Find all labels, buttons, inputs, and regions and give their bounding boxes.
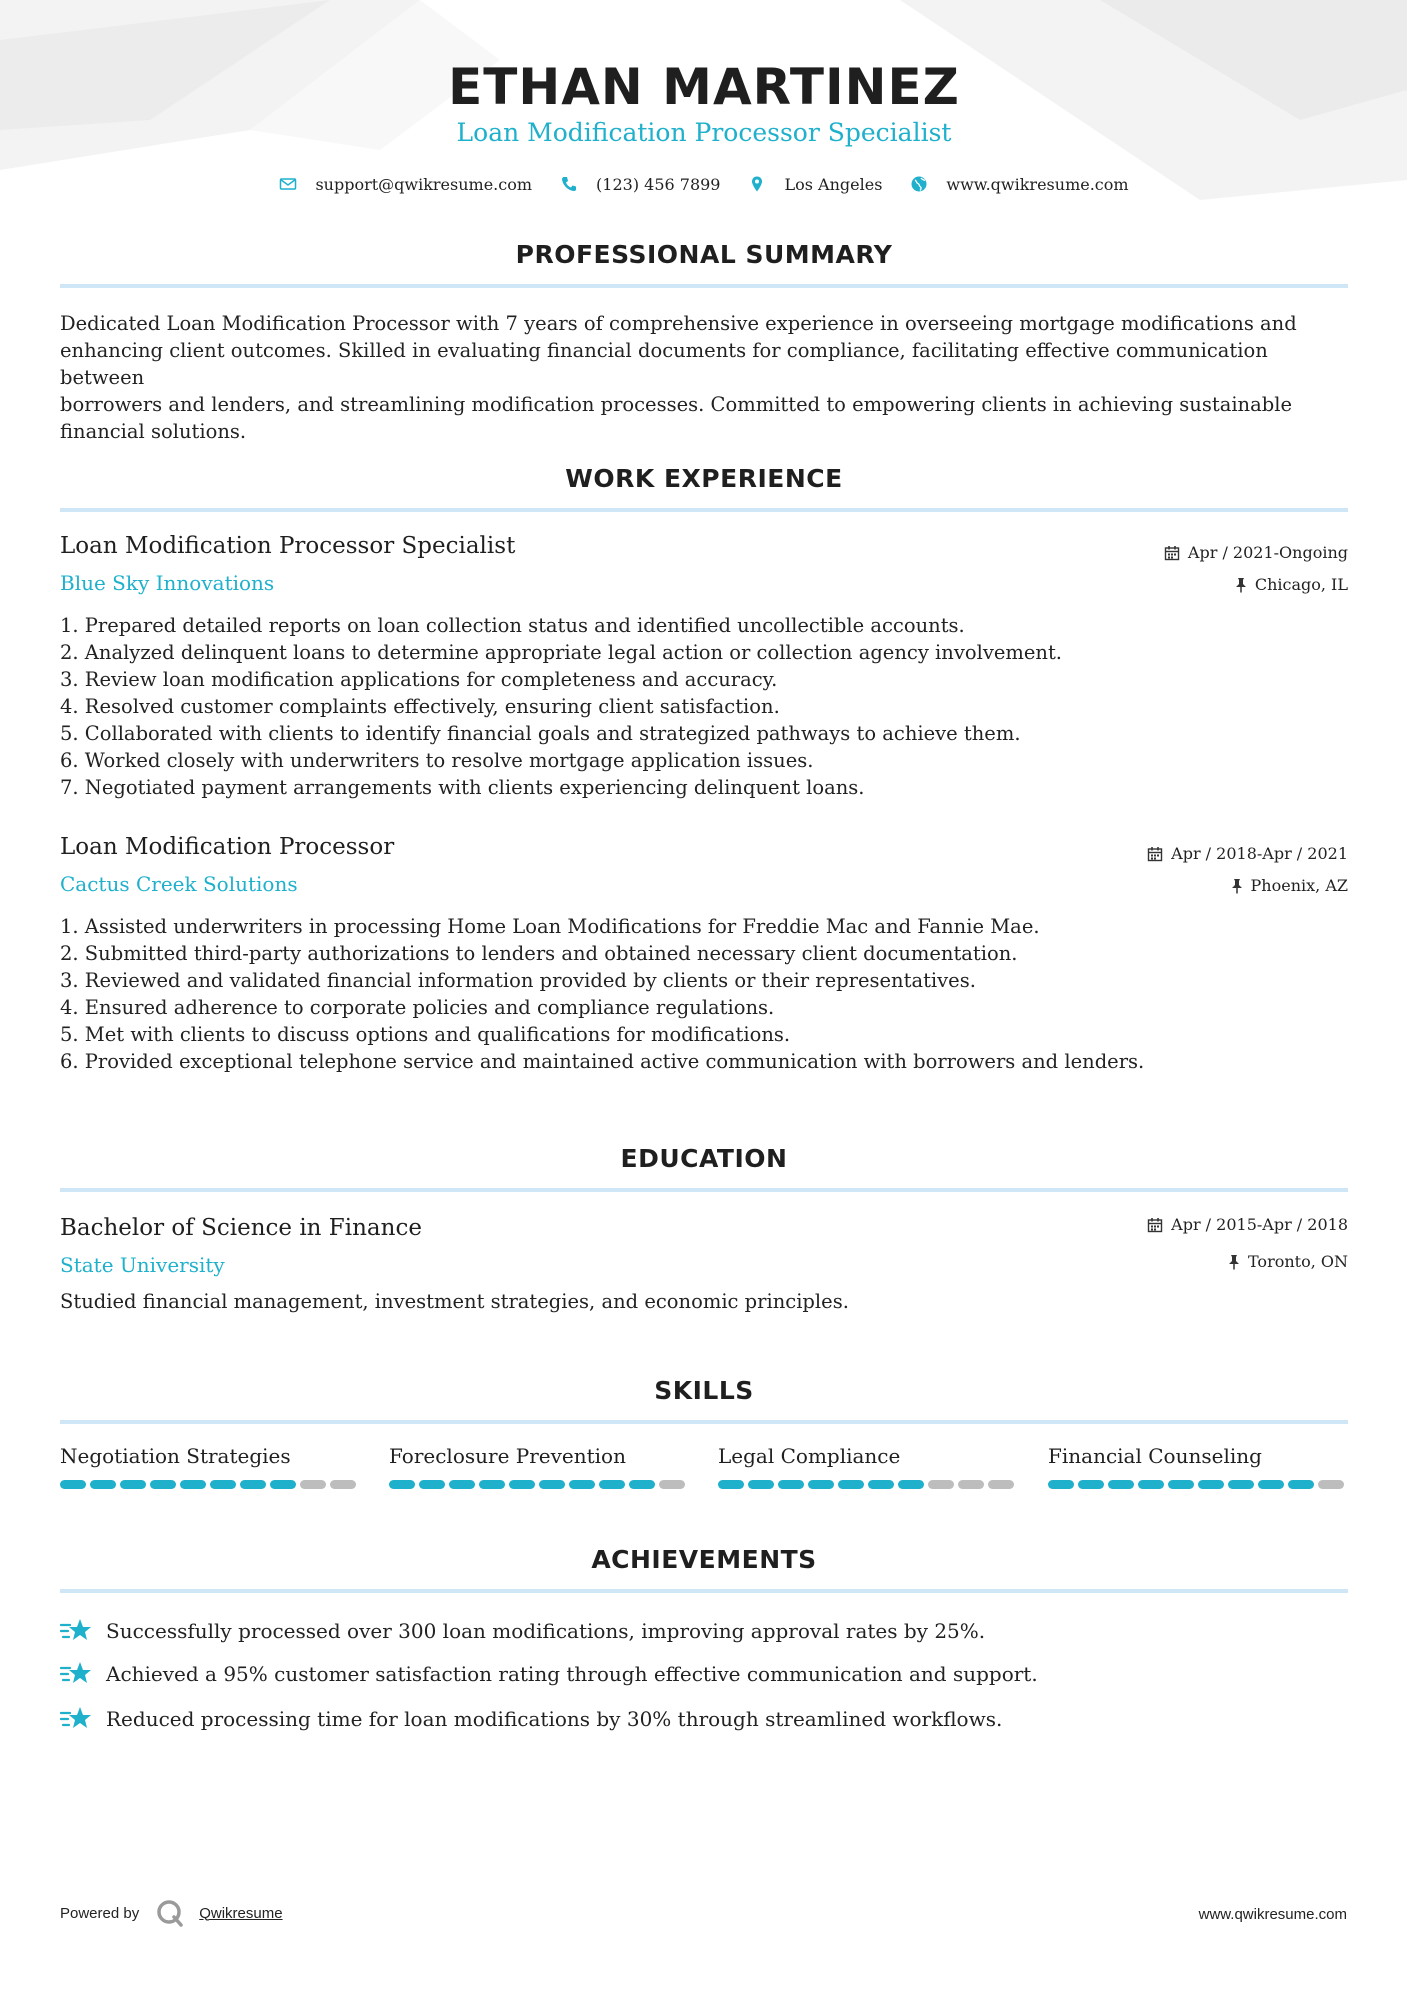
skill-level-segment [1258,1480,1284,1489]
contact-phone-text: (123) 456 7899 [596,174,721,194]
map-pin-icon [748,175,766,193]
job-title: Loan Modification Processor [60,834,395,860]
education-dates [1147,1215,1348,1234]
summary-text [60,310,1348,445]
job-location [1235,575,1348,594]
summary-heading: PROFESSIONAL SUMMARY [515,240,893,269]
skill-level-segment [60,1480,86,1489]
skill-item [389,1444,689,1489]
skill-level-segment [1198,1480,1224,1489]
job-bullets [60,612,1348,801]
skill-level-segment [1228,1480,1254,1489]
job-bullet: 6. Worked closely with underwriters to resolve mortgage application issues. [60,749,814,772]
skill-item [60,1444,360,1489]
summary-divider [60,284,1348,288]
skill-level-segment [808,1480,834,1489]
pushpin-icon [1231,878,1243,894]
skill-level-segment [150,1480,176,1489]
skill-level-segment [599,1480,625,1489]
job-bullet: 4. Ensured adherence to corporate policies and compliance regulations. [60,996,775,1019]
skill-level-segment [1108,1480,1134,1489]
job-bullet: 3. Reviewed and validated financial information provided by clients or their representatives. [60,969,976,992]
contact-email[interactable] [279,175,532,194]
footer-powered-by [60,1898,283,1928]
achievement-text: Successfully processed over 300 loan modifications, improving approval rates by 25%. [106,1619,986,1643]
skill-level-segment [718,1480,744,1489]
job-bullets [60,913,1348,1075]
achievement-item [60,1704,1002,1734]
skill-level-segment [988,1480,1014,1489]
achievement-item [60,1659,1038,1689]
job-bullet: 5. Met with clients to discuss options and qualifications for modifications. [60,1023,791,1046]
summary-line: enhancing client outcomes. Skilled in evaluating financial documents for compliance, facilitating effective communication between [60,339,1268,389]
calendar-icon [1147,1217,1163,1233]
pushpin-icon [1228,1254,1240,1270]
skill-item [718,1444,1018,1489]
job-bullet: 6. Provided exceptional telephone service and maintained active communication with borrowers and lenders. [60,1050,1145,1073]
education-divider [60,1188,1348,1192]
skill-level-segment [958,1480,984,1489]
skill-level-segment [1288,1480,1314,1489]
job-bullet: 2. Analyzed delinquent loans to determine appropriate legal action or collection agency involvement. [60,641,1063,664]
job-bullet: 5. Collaborated with clients to identify financial goals and strategized pathways to achieve them. [60,722,1021,745]
job-bullet: 7. Negotiated payment arrangements with clients experiencing delinquent loans. [60,776,865,799]
contact-phone[interactable] [560,175,720,194]
job-company: Cactus Creek Solutions [60,872,298,896]
powered-by-label: Powered by [60,1904,140,1922]
achievement-text: Achieved a 95% customer satisfaction rating through effective communication and support. [106,1662,1038,1686]
skill-level-segment [569,1480,595,1489]
job-company: Blue Sky Innovations [60,571,275,595]
envelope-icon [279,175,297,193]
experience-heading: WORK EXPERIENCE [565,464,843,493]
star-icon [60,1704,92,1734]
skill-level-segment [1318,1480,1344,1489]
education-school: State University [60,1253,225,1277]
skill-level-segment [180,1480,206,1489]
skill-level-segment [90,1480,116,1489]
skill-level-segment [748,1480,774,1489]
job-bullet: 1. Prepared detailed reports on loan collection status and identified uncollectible accounts. [60,614,965,637]
skill-level-segment [479,1480,505,1489]
education-location-text: Toronto, ON [1248,1252,1348,1271]
skill-level-segment [120,1480,146,1489]
job-dates-text: Apr / 2018-Apr / 2021 [1171,844,1348,863]
job-location-text: Chicago, IL [1254,575,1348,594]
contact-website[interactable] [910,175,1128,194]
contact-email-text: support@qwikresume.com [315,174,533,194]
skill-level-segment [629,1480,655,1489]
achievements-heading: ACHIEVEMENTS [591,1545,817,1574]
skill-item [1048,1444,1348,1489]
job-bullet: 3. Review loan modification applications for completeness and accuracy. [60,668,778,691]
skill-level-segment [449,1480,475,1489]
candidate-role: Loan Modification Processor Specialist [456,118,952,147]
skill-level-segment [778,1480,804,1489]
skill-level-segment [1048,1480,1074,1489]
calendar-icon [1147,846,1163,862]
experience-divider [60,508,1348,512]
contact-location-text: Los Angeles [784,174,883,194]
skill-name: Legal Compliance [718,1444,901,1468]
job-bullet: 1. Assisted underwriters in processing Home Loan Modifications for Freddie Mac and Fannie Mae. [60,915,1040,938]
qwikresume-logo-icon [155,1898,185,1928]
skill-level-bar [389,1480,689,1489]
skill-level-segment [1138,1480,1164,1489]
education-dates-text: Apr / 2015-Apr / 2018 [1171,1215,1348,1234]
contact-location [748,175,882,194]
education-location [1228,1252,1348,1271]
skill-level-segment [330,1480,356,1489]
skill-name: Foreclosure Prevention [389,1444,626,1468]
skill-level-segment [210,1480,236,1489]
skill-level-segment [509,1480,535,1489]
skill-name: Financial Counseling [1048,1444,1262,1468]
skill-level-segment [270,1480,296,1489]
skill-level-segment [300,1480,326,1489]
education-degree: Bachelor of Science in Finance [60,1215,422,1241]
job-location-text: Phoenix, AZ [1250,876,1348,895]
skill-level-segment [539,1480,565,1489]
skill-level-segment [1078,1480,1104,1489]
skill-level-segment [659,1480,685,1489]
skills-divider [60,1420,1348,1424]
calendar-icon [1164,545,1180,561]
summary-line: borrowers and lenders, and streamlining modification processes. Committed to empowering clients in achieving sustainable [60,393,1292,416]
job-dates [1164,543,1348,562]
skill-level-segment [898,1480,924,1489]
skill-level-segment [419,1480,445,1489]
skill-level-bar [718,1480,1018,1489]
achievement-item [60,1616,985,1646]
skill-level-segment [838,1480,864,1489]
phone-icon [560,175,578,193]
skill-name: Negotiation Strategies [60,1444,291,1468]
achievement-text: Reduced processing time for loan modifications by 30% through streamlined workflows. [106,1707,1003,1731]
achievements-divider [60,1589,1348,1593]
globe-icon [910,175,928,193]
contact-bar [60,172,1348,196]
job-location [1231,876,1348,895]
star-icon [60,1659,92,1689]
skill-level-bar [1048,1480,1348,1489]
star-icon [60,1616,92,1646]
job-bullet: 2. Submitted third-party authorizations to lenders and obtained necessary client documentation. [60,942,1018,965]
job-bullet: 4. Resolved customer complaints effectively, ensuring client satisfaction. [60,695,780,718]
candidate-name: ETHAN MARTINEZ [448,58,960,116]
qwikresume-link[interactable]: Qwikresume [199,1904,283,1922]
education-description: Studied financial management, investment strategies, and economic principles. [60,1290,849,1313]
job-dates-text: Apr / 2021-Ongoing [1187,543,1348,562]
skill-level-segment [240,1480,266,1489]
summary-line: Dedicated Loan Modification Processor with 7 years of comprehensive experience in overseeing mortgage modifications and [60,312,1297,335]
contact-website-text: www.qwikresume.com [946,174,1129,194]
job-dates [1147,844,1348,863]
footer-website[interactable]: www.qwikresume.com [1198,1906,1347,1923]
skill-level-segment [389,1480,415,1489]
skills-heading: SKILLS [654,1376,754,1405]
skill-level-segment [868,1480,894,1489]
pushpin-icon [1235,577,1247,593]
skill-level-bar [60,1480,360,1489]
summary-line: financial solutions. [60,420,247,443]
education-heading: EDUCATION [620,1144,788,1173]
skill-level-segment [1168,1480,1194,1489]
job-title: Loan Modification Processor Specialist [60,533,516,559]
skill-level-segment [928,1480,954,1489]
